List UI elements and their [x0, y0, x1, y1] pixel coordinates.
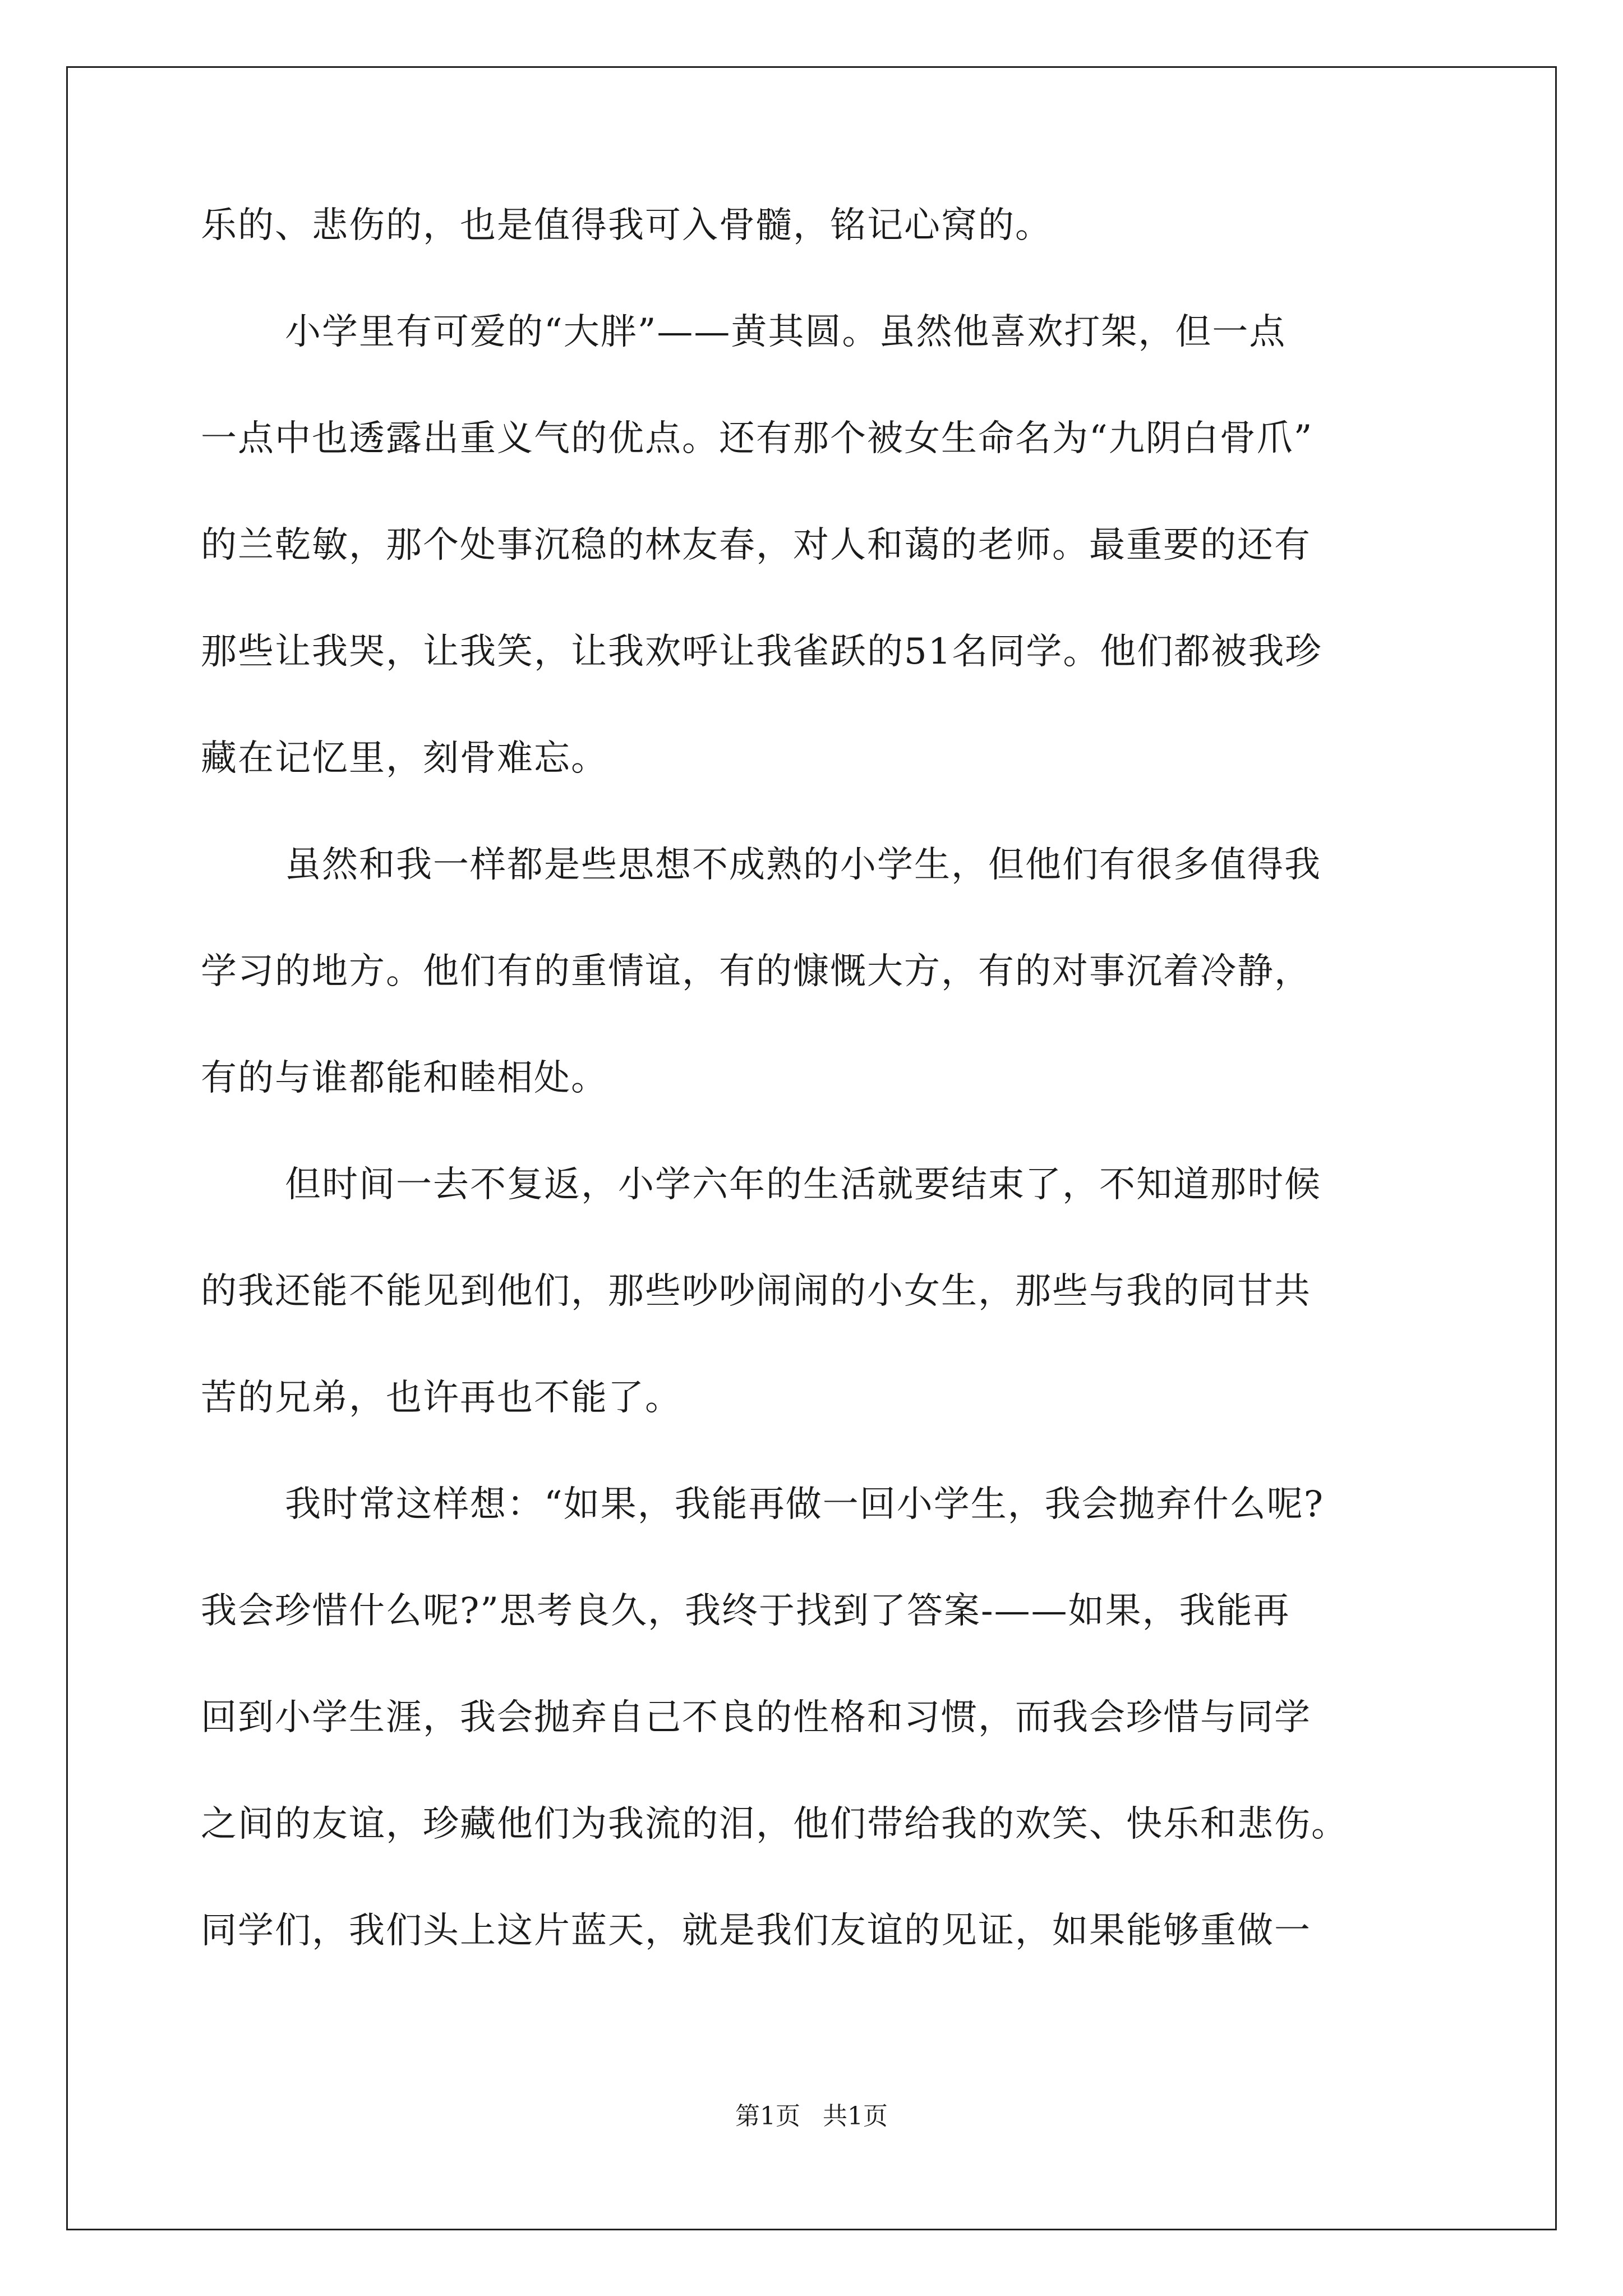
- text-line-14: 我会珍惜什么呢?”思考良久，我终于找到了答案-——如果，我能再: [201, 1590, 1290, 1632]
- text-line-4: 的兰乾敏，那个处事沉稳的林友春，对人和蔼的老师。最重要的还有: [201, 524, 1311, 566]
- text-line-11: 的我还能不能见到他们，那些吵吵闹闹的小女生，那些与我的同甘共: [201, 1271, 1311, 1312]
- text-line-6: 藏在记忆里，刻骨难忘。: [201, 738, 608, 779]
- page-footer: [0, 2101, 1623, 2132]
- page-number: 第1页: [735, 2102, 800, 2131]
- text-line-10: 但时间一去不复返，小学六年的生活就要结束了，不知道那时候: [285, 1164, 1321, 1205]
- text-line-3: 一点中也透露出重义气的优点。还有那个被女生命名为“九阴白骨爪”: [201, 418, 1313, 459]
- text-line-16: 之间的友谊，珍藏他们为我流的泪，他们带给我的欢笑、快乐和悲伤。: [201, 1803, 1348, 1845]
- text-line-5: 那些让我哭，让我笑，让我欢呼让我雀跃的51名同学。他们都被我珍: [201, 631, 1322, 673]
- text-line-7: 虽然和我一样都是些思想不成熟的小学生，但他们有很多值得我: [285, 844, 1321, 886]
- text-line-15: 回到小学生涯，我会抛弃自己不良的性格和习惯，而我会珍惜与同学: [201, 1697, 1311, 1738]
- text-line-17: 同学们，我们头上这片蓝天，就是我们友谊的见证，如果能够重做一: [201, 1910, 1311, 1952]
- document-body: [201, 203, 1422, 2015]
- text-line-13: 我时常这样想：“如果，我能再做一回小学生，我会抛弃什么呢?: [285, 1484, 1325, 1525]
- text-line-12: 苦的兄弟，也许再也不能了。: [201, 1377, 682, 1419]
- text-line-9: 有的与谁都能和睦相处。: [201, 1057, 608, 1099]
- text-line-1: 乐的、悲伤的，也是值得我可入骨髓，铭记心窝的。: [201, 205, 1052, 246]
- text-line-2: 小学里有可爱的“大胖”——黄其圆。虽然他喜欢打架，但一点: [285, 311, 1287, 353]
- page-total: 共1页: [823, 2102, 888, 2131]
- text-line-8: 学习的地方。他们有的重情谊，有的慷慨大方，有的对事沉着冷静，: [201, 951, 1311, 992]
